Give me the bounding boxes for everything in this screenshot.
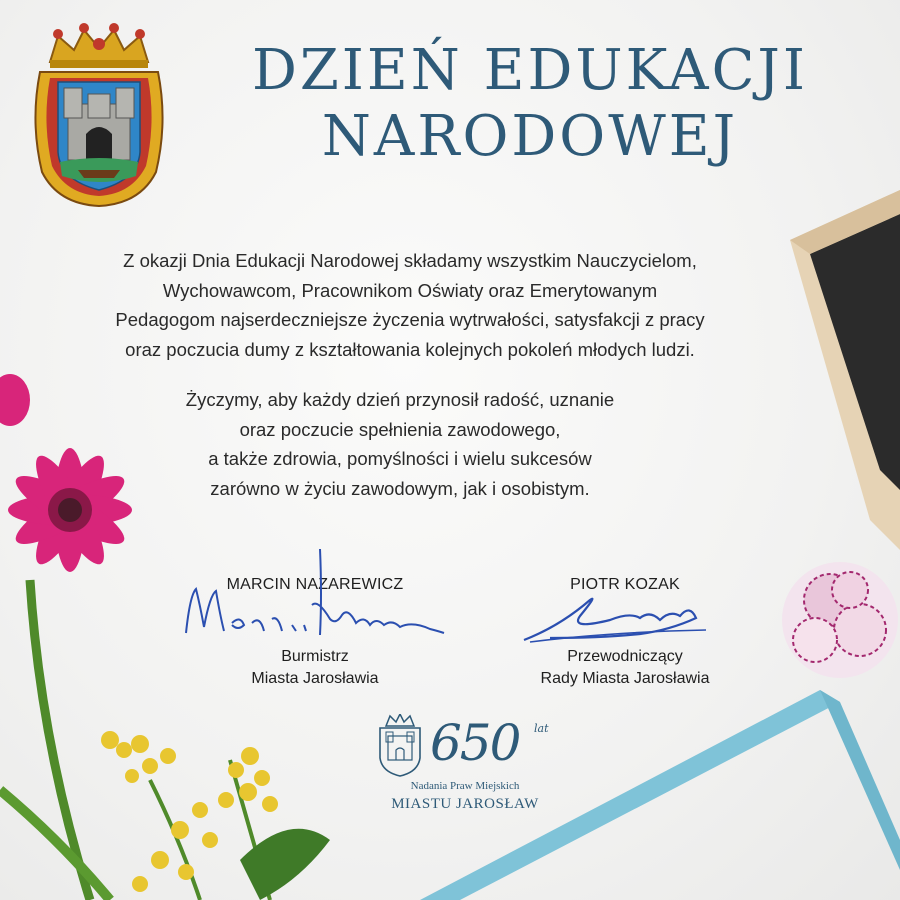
signer-left-role-2: Miasta Jarosławia [251, 670, 379, 687]
title-line-2: NARODOWEJ [321, 104, 739, 169]
signer-right-role-2: Rady Miasta Jarosławia [540, 670, 710, 687]
text-line: oraz poczucie spełnienia zawodowego, [239, 418, 561, 440]
signer-right-role-1: Przewodniczący [567, 648, 683, 665]
text-line: Z okazji Dnia Edukacji Narodowej składamy wszystkim Nauczycielom, [123, 250, 697, 271]
yellow-flowers-icon [0, 560, 360, 900]
jubilee-suffix: lat [534, 722, 549, 735]
carnation-flower-icon [760, 540, 900, 690]
text-line: Pedagogom najserdeczniejsze życzenia wytrwałości, satysfakcji z pracy [115, 309, 705, 330]
blue-frame-icon [420, 690, 900, 900]
handwritten-signature-right [520, 590, 710, 650]
signer-left-role-1: Burmistrz [281, 648, 349, 665]
signer-left-name: MARCIN NAZAREWICZ [226, 576, 404, 593]
jubilee-subtitle: Nadania Praw Miejskich [410, 780, 520, 792]
signer-right-name: PIOTR KOZAK [570, 576, 680, 593]
greeting-paragraph-1 [40, 246, 780, 364]
text-line: zarówno w życiu zawodowym, jak i osobistym. [210, 477, 590, 499]
jubilee-number: 650 [430, 714, 520, 772]
chalkboard-frame-icon [770, 190, 900, 550]
jubilee-crest-icon [376, 714, 424, 778]
coat-of-arms-icon [28, 22, 170, 208]
text-line: Życzymy, aby każdy dzień przynosił radość, uznanie [185, 389, 615, 410]
text-line: oraz poczucia dumy z kształtowania kolejnych pokoleń młodych ludzi. [125, 338, 695, 360]
text-line: a także zdrowia, pomyślności i wielu sukcesów [208, 448, 592, 469]
jubilee-city: MIASTU JAROSŁAW [391, 796, 539, 812]
title-line-1: DZIEŃ EDUKACJI [251, 38, 808, 103]
text-line: Wychowawcom, Pracownikom Oświaty oraz Emerytowanym [162, 279, 658, 301]
page-title [180, 38, 880, 170]
